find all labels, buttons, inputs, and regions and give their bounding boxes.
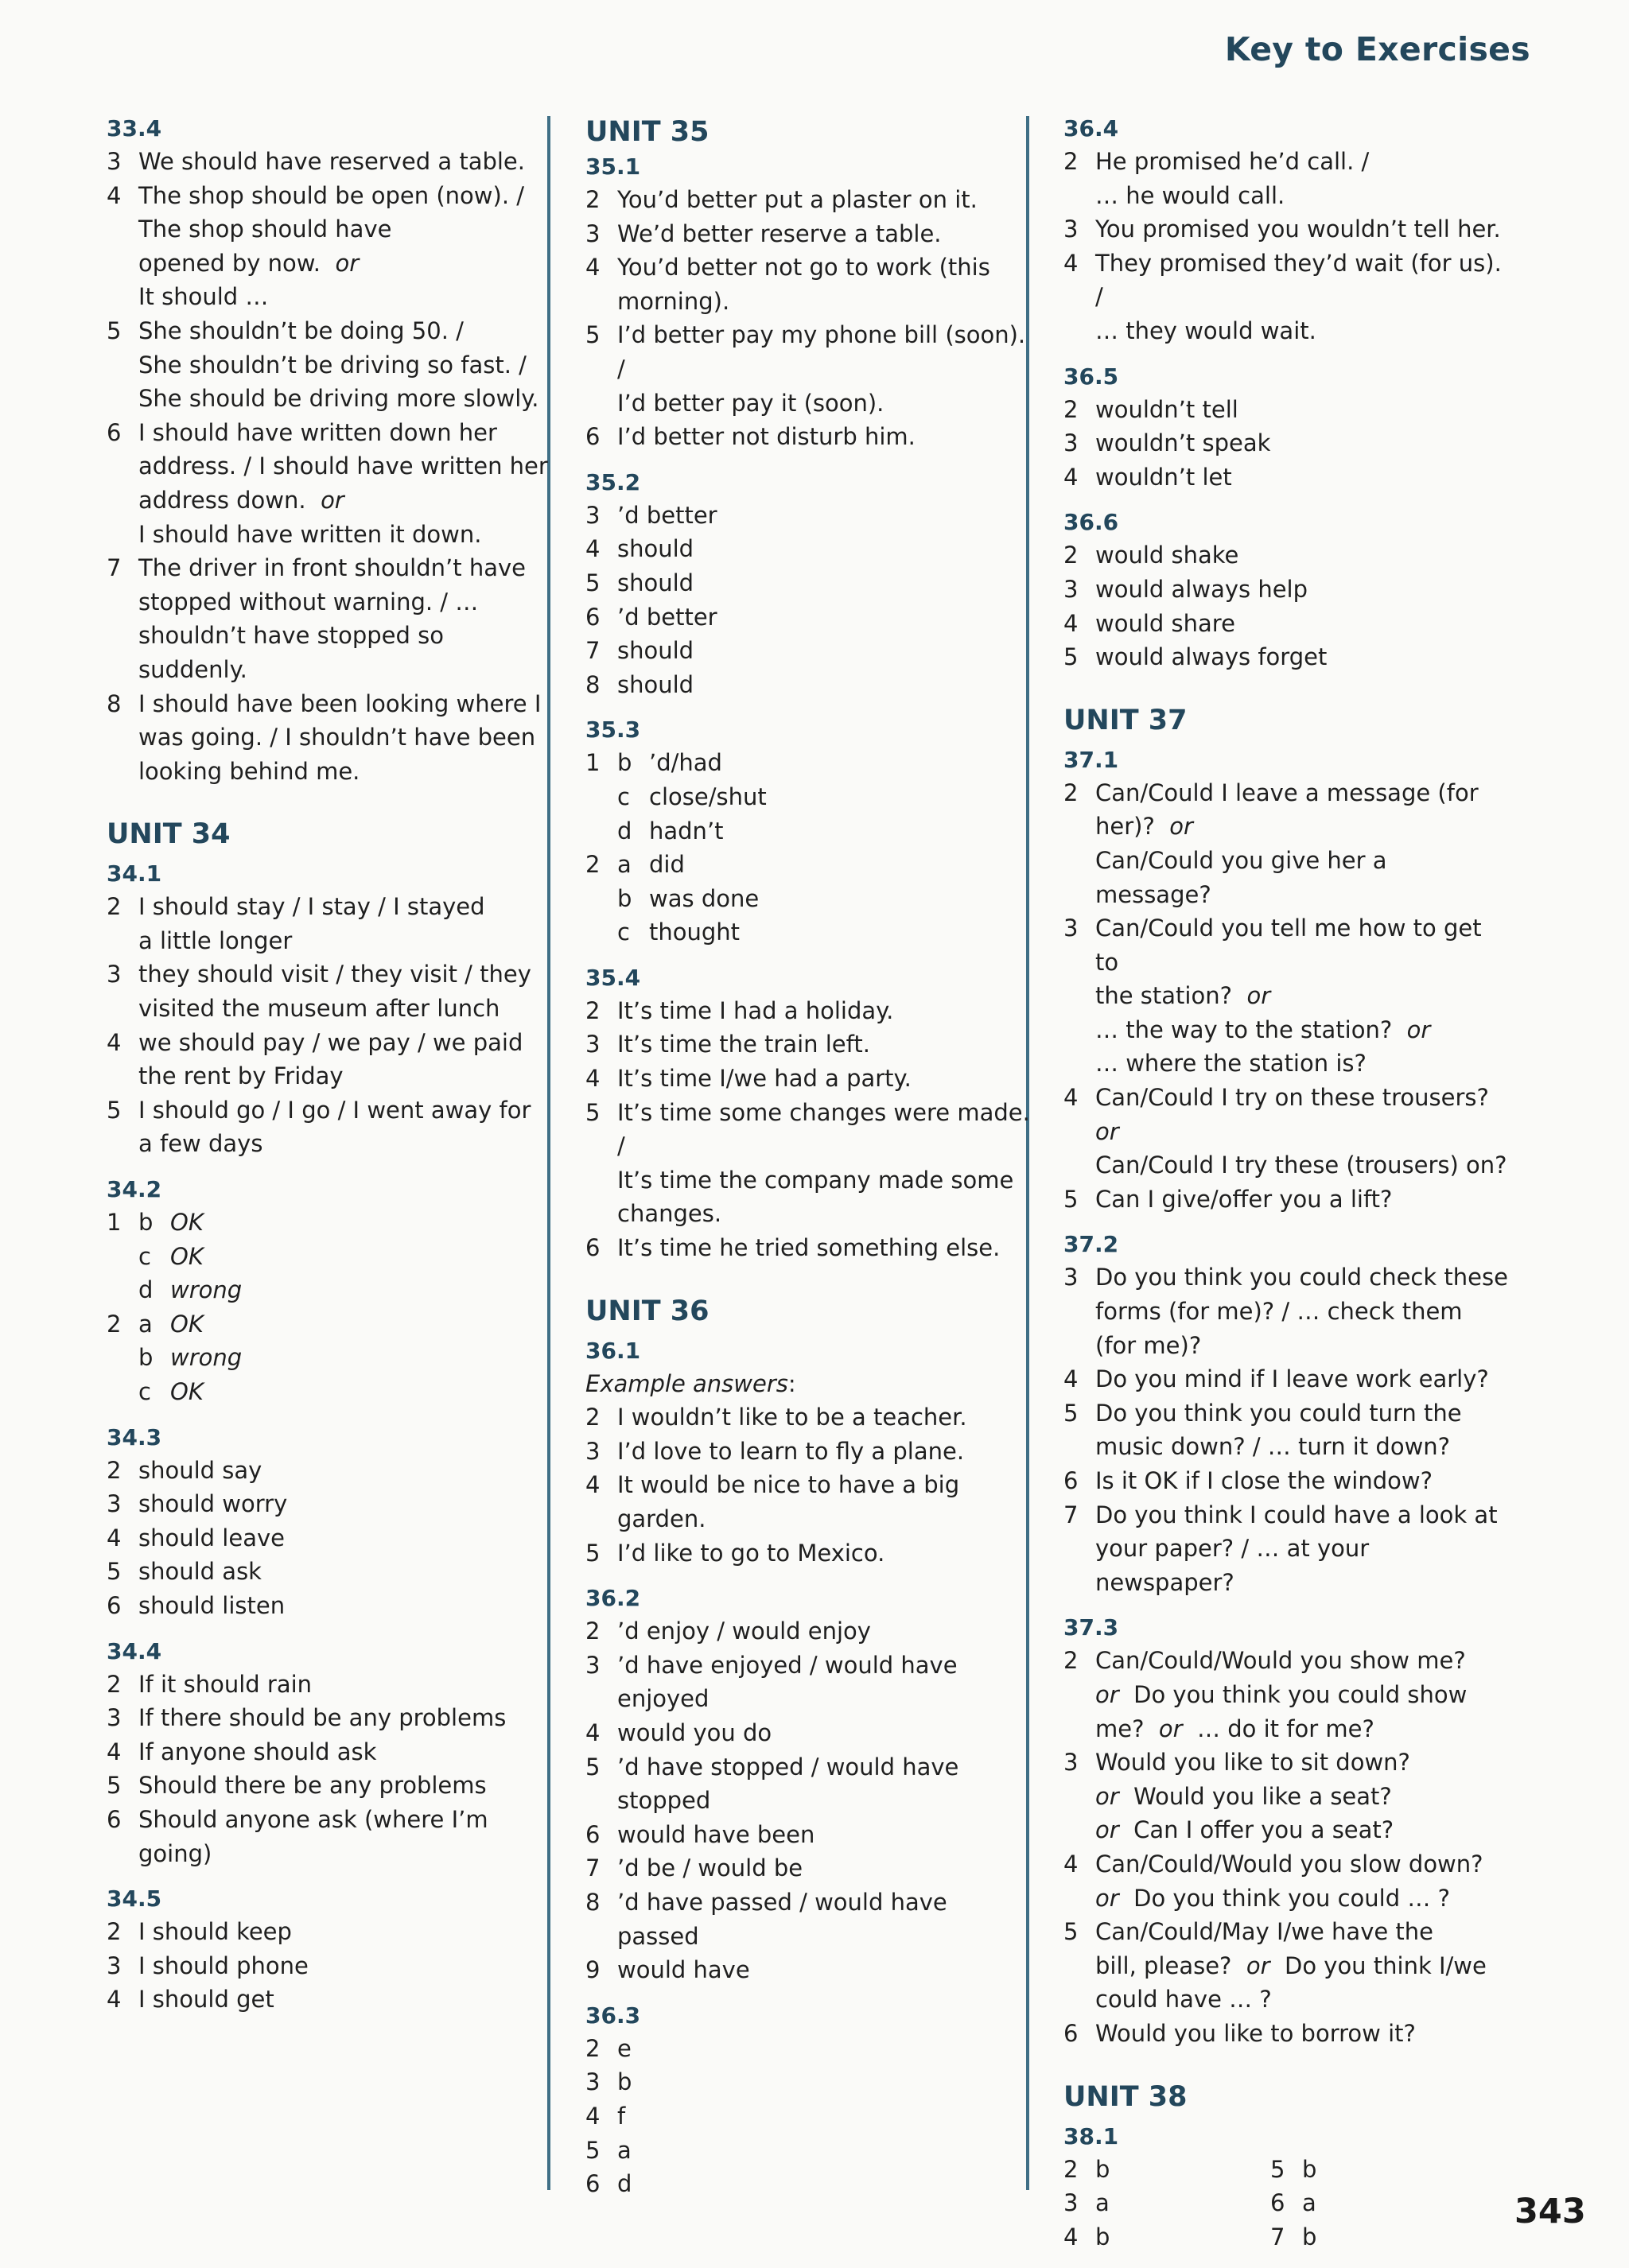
answer-text: It’s time the train left. xyxy=(617,1031,870,1058)
answer-item: 4 Can/Could I try on these trousers? xyxy=(1063,1084,1489,1112)
exercise-heading: 36.6 xyxy=(1063,509,1119,536)
answer-number: 7 xyxy=(107,554,122,582)
answer-text: Can/Could/Would you show me? xyxy=(1095,1647,1466,1675)
answer-text: I wouldn’t like to be a teacher. xyxy=(617,1404,967,1431)
answer-text: f xyxy=(617,2102,626,2130)
answer-item xyxy=(107,890,552,924)
answer-text: … where the station is? xyxy=(1095,1050,1367,1078)
answer-item: 3 a xyxy=(1063,2189,1110,2217)
answer-text: I’d better pay it (soon). xyxy=(617,389,884,417)
answer-text: stopped xyxy=(617,1787,711,1815)
answer-text: would have been xyxy=(617,1820,815,1848)
exercise-heading: 37.3 xyxy=(1063,1614,1119,1641)
answer-text: her)? or xyxy=(1095,813,1193,841)
answer-text: Can/Could I try on these trousers? xyxy=(1095,1084,1489,1112)
answer-text: Do you think you could check these xyxy=(1095,1264,1508,1291)
answer-item: 2 should say xyxy=(107,1456,262,1484)
answer-text: could have … ? xyxy=(1095,1986,1272,2014)
answer-item: 4 You’d better not go to work (this xyxy=(585,254,990,282)
example-note: Example answers: xyxy=(585,1369,796,1397)
answer-text: Would you like to sit down? xyxy=(1095,1749,1410,1777)
answer-text: me? or … do it for me? xyxy=(1095,1715,1374,1742)
exercise-heading: 35.4 xyxy=(585,964,641,991)
answer-item: 4 b xyxy=(1063,2223,1110,2251)
answer-text: OK xyxy=(170,1209,204,1237)
answer-item: 3 Do you think you could check these xyxy=(1063,1264,1508,1291)
answer-text: … they would wait. xyxy=(1095,317,1316,344)
answer-text: e xyxy=(617,2034,632,2062)
answer-item xyxy=(107,687,552,721)
answer-item: 2 wouldn’t tell xyxy=(1063,395,1238,423)
answer-text: enjoyed xyxy=(617,1685,710,1713)
answer-text: They promised they’d wait (for us). / xyxy=(1095,249,1502,311)
exercise-heading: 34.3 xyxy=(107,1423,162,1451)
column-right xyxy=(1063,113,1509,2254)
answer-item: 6 should listen xyxy=(107,1591,286,1619)
answer-item: 6 I’d better not disturb him. xyxy=(585,423,916,451)
answer-item: 7 ’d be / would be xyxy=(585,1854,803,1882)
answer-item: 2 You’d better put a plaster on it. xyxy=(585,186,978,213)
answer-item: 5 b xyxy=(1270,2155,1317,2183)
answer-item: 5 would always forget xyxy=(1063,643,1328,671)
answer-text: d xyxy=(617,2170,632,2198)
answer-text: should say xyxy=(138,1456,262,1484)
answer-item: 7 b xyxy=(1270,2223,1317,2251)
answer-text: I should have written it down. xyxy=(138,520,482,548)
answer-text: was going. / I shouldn’t have been xyxy=(138,724,536,751)
answer-text: … he would call. xyxy=(1095,181,1285,209)
answer-text: ’d enjoy / would enjoy xyxy=(617,1618,871,1645)
answer-text: stopped without warning. / … xyxy=(138,588,479,616)
answer-item: 8 ’d have passed / would have passed xyxy=(585,1888,947,1950)
answer-text: We’d better reserve a table. xyxy=(617,219,942,247)
unit-heading: UNIT 34 xyxy=(107,818,231,851)
answer-text: We should have reserved a table. xyxy=(138,148,525,175)
answer-item: c close/shut xyxy=(617,783,767,810)
unit-heading: UNIT 35 xyxy=(585,116,710,148)
answer-item: 4 would you do xyxy=(585,1718,772,1746)
answer-item xyxy=(107,314,552,348)
answer-text: It’s time I had a holiday. xyxy=(617,996,894,1024)
answer-item: 3 would always help xyxy=(1063,575,1308,603)
answer-text: would always forget xyxy=(1095,643,1328,671)
answer-item: 5 It’s time some changes were made. / xyxy=(585,1098,1030,1160)
answer-item xyxy=(107,145,552,179)
answer-item: 5 Should there be any problems xyxy=(107,1772,487,1800)
answer-item: 5 Can/Could/May I/we have the xyxy=(1063,1918,1434,1946)
answer-text: Should there be any problems xyxy=(138,1772,487,1800)
answer-item: c thought xyxy=(617,918,741,946)
answer-text: She shouldn’t be doing 50. / xyxy=(138,317,464,344)
answer-text: ’d have passed / would have passed xyxy=(617,1888,947,1950)
answer-item: 2 He promised he’d call. / xyxy=(1063,148,1370,175)
answer-text: shouldn’t have stopped so suddenly. xyxy=(138,622,444,683)
answer-item: 7 Do you think I could have a look at xyxy=(1063,1501,1498,1528)
answer-item: 4 wouldn’t let xyxy=(1063,463,1232,491)
answer-text: thought xyxy=(649,918,741,946)
answer-number: 4 xyxy=(107,1028,122,1056)
exercise-heading: 37.1 xyxy=(1063,746,1119,773)
answer-text: It should … xyxy=(138,283,269,311)
answer-text: should xyxy=(617,569,694,596)
answer-text: address down. or xyxy=(138,486,344,514)
answer-text: forms (for me)? / … check them xyxy=(1095,1298,1463,1326)
answer-item: 3 You promised you wouldn’t tell her. xyxy=(1063,216,1501,243)
answer-text: OK xyxy=(170,1310,204,1338)
answer-item: 5 should xyxy=(585,569,694,596)
answer-text: was done xyxy=(649,884,760,912)
answer-text: wouldn’t tell xyxy=(1095,395,1238,423)
or-label: or xyxy=(335,249,360,277)
answer-item: 2 It’s time I had a holiday. xyxy=(585,996,894,1024)
answer-text: your paper? / … at your newspaper? xyxy=(1095,1535,1370,1596)
answer-text: Can/Could you give her a message? xyxy=(1095,846,1387,908)
answer-text: I’d like to go to Mexico. xyxy=(617,1539,885,1567)
exercise-heading: 33.4 xyxy=(107,115,162,142)
or-label: or xyxy=(1095,1782,1119,1810)
answer-item xyxy=(107,416,552,450)
answer-item: 2 Can/Could/Would you show me? xyxy=(1063,1647,1466,1675)
or-label: or xyxy=(321,486,344,514)
answer-text: She shouldn’t be driving so fast. / xyxy=(138,351,527,379)
answer-item: 7 should xyxy=(585,637,694,665)
answer-item: 6 d xyxy=(585,2170,632,2198)
answer-grid xyxy=(1063,2153,1509,2254)
answer-text: address. / I should have written her xyxy=(138,452,548,480)
answer-text: Is it OK if I close the window? xyxy=(1095,1467,1433,1494)
answer-text: the station? or xyxy=(1095,982,1271,1010)
answer-item: 2 ’d enjoy / would enjoy xyxy=(585,1618,871,1645)
answer-item: 4 It would be nice to have a big garden. xyxy=(585,1471,960,1532)
answer-text: ’d have stopped / would have xyxy=(617,1753,959,1781)
answer-text: should xyxy=(617,637,694,665)
answer-item: 4 They promised they’d wait (for us). / xyxy=(1063,249,1502,311)
answer-text: It’s time some changes were made. / xyxy=(617,1098,1030,1160)
exercise-heading: 38.1 xyxy=(1063,2122,1119,2150)
answer-text: (for me)? xyxy=(1095,1331,1202,1359)
answer-text: would shake xyxy=(1095,542,1239,569)
answer-text: a little longer xyxy=(138,926,293,954)
answer-text: Do you think I could have a look at xyxy=(1095,1501,1498,1528)
answer-text: The driver in front shouldn’t have xyxy=(138,554,526,582)
answer-text: should worry xyxy=(138,1490,288,1518)
answer-text: wouldn’t let xyxy=(1095,463,1232,491)
exercise-heading: 35.2 xyxy=(585,468,641,495)
answer-item: 2 b xyxy=(1063,2155,1110,2183)
answer-text: ’d/had xyxy=(649,749,722,777)
answer-item: b wrong xyxy=(138,1344,243,1372)
page-header: Key to Exercises xyxy=(1224,30,1530,68)
answer-item xyxy=(107,1026,552,1060)
answer-text: You’d better not go to work (this xyxy=(617,254,990,282)
answer-item: 1 b ’d/had xyxy=(585,749,722,777)
answer-text: hadn’t xyxy=(649,817,724,845)
exercise-heading: 34.1 xyxy=(107,860,162,887)
exercise-heading: 36.2 xyxy=(585,1585,641,1612)
answer-text: we should pay / we pay / we paid xyxy=(138,1028,523,1056)
answer-text: It would be nice to have a big garden. xyxy=(617,1471,960,1532)
answer-number: 4 xyxy=(107,181,122,209)
answer-text: I’d better not disturb him. xyxy=(617,423,916,451)
answer-text: a xyxy=(617,2136,632,2164)
answer-item: 3 Would you like to sit down? xyxy=(1063,1749,1410,1777)
answer-item: 6 a xyxy=(1270,2189,1316,2217)
answer-text: opened by now. or xyxy=(138,249,360,277)
or-label: or xyxy=(1169,813,1193,841)
answer-text: You’d better put a plaster on it. xyxy=(617,186,978,213)
answer-item: 5 ’d have stopped / would have xyxy=(585,1753,959,1781)
answer-text: ’d have enjoyed / would have xyxy=(617,1651,958,1679)
answer-item: 2 e xyxy=(585,2034,632,2062)
answer-item: 4 Can/Could/Would you slow down? xyxy=(1063,1850,1483,1878)
answer-text: or Do you think you could … ? xyxy=(1095,1884,1450,1912)
answer-number: 5 xyxy=(107,317,122,344)
exercise-heading: 37.2 xyxy=(1063,1231,1119,1258)
answer-text: You promised you wouldn’t tell her. xyxy=(1095,216,1501,243)
answer-text: did xyxy=(649,851,685,879)
answer-item: 6 would have been xyxy=(585,1820,815,1848)
answer-item: 4 would share xyxy=(1063,609,1235,637)
answer-text: The shop should be open (now). / xyxy=(138,181,525,209)
answer-text: Would you like to borrow it? xyxy=(1095,2019,1416,2047)
answer-item xyxy=(107,1093,552,1128)
answer-number: 8 xyxy=(107,689,122,717)
answer-item: 6 Is it OK if I close the window? xyxy=(1063,1467,1433,1494)
answer-item: 1 b OK xyxy=(107,1209,204,1237)
answer-item: 4 f xyxy=(585,2102,626,2130)
answer-text: wrong xyxy=(170,1344,243,1372)
answer-item: 4 should leave xyxy=(107,1524,285,1551)
answer-text: I should go / I go / I went away for xyxy=(138,1096,531,1124)
answer-item: 2 I should keep xyxy=(107,1918,292,1946)
answer-text: ’d better xyxy=(617,603,717,631)
exercise-heading: 35.3 xyxy=(585,717,641,744)
exercise-heading: 34.4 xyxy=(107,1637,162,1664)
answer-text: the rent by Friday xyxy=(138,1062,344,1090)
answer-text: would share xyxy=(1095,609,1235,637)
column-middle xyxy=(585,113,1031,2201)
answer-text: a few days xyxy=(138,1130,263,1158)
answer-item: 5 Can I give/offer you a lift? xyxy=(1063,1185,1393,1213)
answer-text: Can I give/offer you a lift? xyxy=(1095,1185,1393,1213)
answer-text: or Can I offer you a seat? xyxy=(1095,1816,1394,1844)
answer-item: 3 wouldn’t speak xyxy=(1063,429,1271,457)
answer-item: 4 Do you mind if I leave work early? xyxy=(1063,1365,1489,1393)
answer-item: 2 If it should rain xyxy=(107,1670,313,1698)
exercise-heading: 34.5 xyxy=(107,1885,162,1913)
answer-text: Can/Could/Would you slow down? xyxy=(1095,1850,1483,1878)
answer-text: should leave xyxy=(138,1524,285,1551)
answer-text: If there should be any problems xyxy=(138,1704,507,1732)
answer-text: I should stay / I stay / I stayed xyxy=(138,893,485,921)
answer-item: 3 I’d love to learn to fly a plane. xyxy=(585,1437,965,1465)
answer-item: 4 It’s time I/we had a party. xyxy=(585,1065,912,1093)
answer-item: 3 I should phone xyxy=(107,1951,309,1979)
answer-item: d hadn’t xyxy=(617,817,724,845)
exercise-heading: 36.3 xyxy=(585,2002,641,2029)
unit-heading: UNIT 36 xyxy=(585,1295,710,1327)
answer-item: 3 We’d better reserve a table. xyxy=(585,219,942,247)
answer-item xyxy=(107,957,552,992)
answer-item: 2 a OK xyxy=(107,1310,204,1338)
or-label: or xyxy=(1246,982,1271,1010)
answer-item: 9 would have xyxy=(585,1956,750,1984)
answer-item: 3 It’s time the train left. xyxy=(585,1031,870,1058)
answer-text: Can/Could/May I/we have the xyxy=(1095,1918,1434,1946)
answer-text: b xyxy=(617,2068,632,2096)
answer-item: 5 should ask xyxy=(107,1558,262,1586)
answer-text: they should visit / they visit / they xyxy=(138,961,531,988)
answer-item: 5 a xyxy=(585,2136,632,2164)
answer-text: If anyone should ask xyxy=(138,1738,377,1765)
answer-item: 2 would shake xyxy=(1063,542,1239,569)
answer-text: close/shut xyxy=(649,783,767,810)
answer-text: I’d better pay my phone bill (soon). / xyxy=(617,321,1026,383)
answer-text: changes. xyxy=(617,1200,722,1228)
answer-item: 6 ’d better xyxy=(585,603,717,631)
answer-text: I should keep xyxy=(138,1918,292,1946)
answer-text: should xyxy=(617,670,694,698)
or-label: or xyxy=(1095,1680,1119,1708)
answer-text: He promised he’d call. / xyxy=(1095,148,1370,175)
answer-text: ’d be / would be xyxy=(617,1854,803,1882)
answer-item: 2 a did xyxy=(585,851,685,879)
answer-text: I should phone xyxy=(138,1951,309,1979)
answer-text: Do you mind if I leave work early? xyxy=(1095,1365,1489,1393)
answer-text: ’d better xyxy=(617,501,717,529)
answer-number: 3 xyxy=(107,148,122,175)
answer-item: 4 should xyxy=(585,535,694,563)
answer-item: 2 I wouldn’t like to be a teacher. xyxy=(585,1404,967,1431)
exercise-heading: 35.1 xyxy=(585,153,641,180)
or-label: or xyxy=(1406,1016,1431,1043)
page-number: 343 xyxy=(1514,2192,1586,2231)
answer-item: 3 Can/Could you tell me how to get to xyxy=(1063,915,1482,976)
answer-text: Should anyone ask (where I’m going) xyxy=(138,1805,488,1867)
answer-item: c OK xyxy=(138,1378,204,1405)
answer-text: Can/Could you tell me how to get to xyxy=(1095,915,1482,976)
answer-item: 6 It’s time he tried something else. xyxy=(585,1234,1001,1262)
answer-text: morning). xyxy=(617,287,730,315)
answer-number: 6 xyxy=(107,418,122,446)
answer-text: It’s time the company made some xyxy=(617,1166,1014,1194)
answer-text: wouldn’t speak xyxy=(1095,429,1271,457)
answer-text: The shop should have xyxy=(138,216,392,243)
answer-text: OK xyxy=(170,1378,204,1405)
answer-item: d wrong xyxy=(138,1276,243,1304)
exercise-heading: 34.2 xyxy=(107,1176,162,1203)
answer-text: If it should rain xyxy=(138,1670,313,1698)
answer-text: It’s time he tried something else. xyxy=(617,1234,1001,1262)
answer-text: or Would you like a seat? xyxy=(1095,1782,1392,1810)
answer-text: It’s time I/we had a party. xyxy=(617,1065,912,1093)
answer-text: wrong xyxy=(170,1276,243,1304)
or-label: or xyxy=(1158,1715,1183,1742)
answer-item: 5 I’d like to go to Mexico. xyxy=(585,1539,885,1567)
answer-text: visited the museum after lunch xyxy=(138,995,500,1023)
answer-number: 5 xyxy=(107,1096,122,1124)
answer-text: looking behind me. xyxy=(138,757,360,785)
answer-item: 3 If there should be any problems xyxy=(107,1704,507,1732)
answer-item: 3 ’d have enjoyed / would have xyxy=(585,1651,958,1679)
answer-text: would always help xyxy=(1095,575,1308,603)
answer-text: Do you think you could turn the xyxy=(1095,1399,1462,1427)
exercise-heading: 36.5 xyxy=(1063,363,1119,390)
or-label: or xyxy=(1095,1884,1119,1912)
answer-item: 8 should xyxy=(585,670,694,698)
answer-number: 2 xyxy=(107,893,122,921)
answer-item: b was done xyxy=(617,884,760,912)
answer-text: Can/Could I try these (trousers) on? xyxy=(1095,1151,1507,1179)
answer-item: 2 Can/Could I leave a message (for xyxy=(1063,779,1479,806)
answer-item: 5 Do you think you could turn the xyxy=(1063,1399,1462,1427)
unit-heading: UNIT 37 xyxy=(1063,704,1188,736)
answer-item xyxy=(107,551,552,585)
answer-item: 3 b xyxy=(585,2068,632,2096)
answer-text: OK xyxy=(170,1242,204,1270)
answer-text: should xyxy=(617,535,694,563)
answer-text: She should be driving more slowly. xyxy=(138,385,539,413)
answer-text: Can/Could I leave a message (for xyxy=(1095,779,1479,806)
answer-text: would have xyxy=(617,1956,750,1984)
answer-item: 4 If anyone should ask xyxy=(107,1738,377,1765)
answer-text: music down? / … turn it down? xyxy=(1095,1433,1451,1461)
answer-text: … the way to the station? or xyxy=(1095,1016,1431,1043)
exercise-heading: 36.1 xyxy=(585,1337,641,1364)
answer-text: would you do xyxy=(617,1718,772,1746)
or-label: or xyxy=(1095,1117,1119,1145)
answer-number: 3 xyxy=(107,961,122,988)
answer-text: I should have written down her xyxy=(138,418,497,446)
answer-text: or Do you think you could show xyxy=(1095,1680,1468,1708)
or-label: or xyxy=(1095,1816,1119,1844)
answer-item: 4 I should get xyxy=(107,1986,274,2014)
answer-item: 6 Should anyone ask (where I’m going) xyxy=(107,1805,488,1867)
exercise-heading: 36.4 xyxy=(1063,115,1119,142)
answer-item: c OK xyxy=(138,1242,204,1270)
answer-text: I should have been looking where I xyxy=(138,689,542,717)
answer-text: bill, please? or Do you think I/we xyxy=(1095,1951,1487,1979)
answer-item: 5 I’d better pay my phone bill (soon). / xyxy=(585,321,1026,383)
column-left xyxy=(107,113,552,2017)
answer-text: should listen xyxy=(138,1591,286,1619)
answer-text: I’d love to learn to fly a plane. xyxy=(617,1437,965,1465)
unit-heading: UNIT 38 xyxy=(1063,2080,1188,2113)
answer-text: should ask xyxy=(138,1558,262,1586)
answer-item xyxy=(107,179,552,213)
answer-text: I should get xyxy=(138,1986,274,2014)
or-label: or xyxy=(1246,1951,1270,1979)
answer-item: 3 should worry xyxy=(107,1490,288,1518)
answer-item: 6 Would you like to borrow it? xyxy=(1063,2019,1416,2047)
answer-item: 3 ’d better xyxy=(585,501,717,529)
